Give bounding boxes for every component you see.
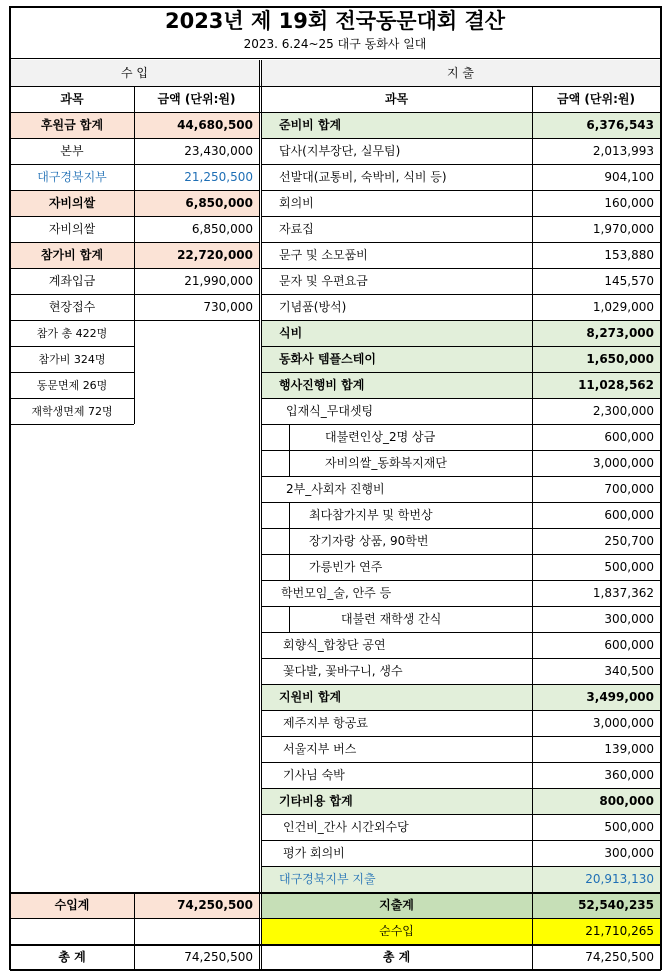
- net-income-label: 순수입: [261, 918, 532, 944]
- expense-total-label: 지출계: [261, 892, 532, 918]
- expense-item-amount: 3,000,000: [592, 716, 654, 730]
- expense-item-label: 기타비용 합계: [261, 788, 532, 814]
- expense-item-amount: 145,570: [604, 274, 654, 288]
- expense-item-amount: 1,837,362: [592, 586, 654, 600]
- expense-item-label: 동화사 템플스테이: [261, 346, 532, 372]
- net-income-amount: 21,710,265: [532, 918, 660, 944]
- expense-item-amount: 500,000: [604, 560, 654, 574]
- expense-item-amount: 3,000,000: [592, 456, 654, 470]
- page-subtitle: 2023. 6.24~25 대구 동화사 일대: [243, 37, 427, 51]
- income-item-amount: 730,000: [203, 300, 253, 314]
- expense-item-label: 가릉빈가 연주: [309, 560, 383, 574]
- expense-item-amount: 904,100: [604, 170, 654, 184]
- income-total-amount: 74,250,500: [134, 892, 259, 918]
- expense-item-label: 꽃다발, 꽃바구니, 생수: [283, 664, 403, 678]
- income-section-header: 수 입: [10, 60, 259, 86]
- participant-note: 참가 총 422명: [36, 326, 108, 340]
- income-item-amount: 6,850,000: [134, 190, 259, 216]
- expense-item-label: 회의비: [279, 196, 314, 210]
- expense-item-amount: 1,029,000: [592, 300, 654, 314]
- expense-item-amount: 340,500: [604, 664, 654, 678]
- expense-item-label: 장기자랑 상품, 90학번: [309, 534, 429, 548]
- income-total-label: 수입계: [10, 892, 134, 918]
- expense-item-amount: 1,650,000: [532, 346, 660, 372]
- income-item-label: 참가비 합계: [10, 242, 134, 268]
- participant-note: 동문면제 26명: [36, 378, 108, 392]
- income-item-amount: 23,430,000: [184, 144, 253, 158]
- expense-item-amount: 20,913,130: [532, 866, 660, 892]
- income-col-item: 과목: [60, 92, 84, 106]
- page-title: 2023년 제 19회 전국동문대회 결산: [164, 8, 506, 33]
- expense-item-label: 서울지부 버스: [283, 742, 357, 756]
- expense-item-label: 식비: [261, 320, 532, 346]
- expense-item-amount: 3,499,000: [532, 684, 660, 710]
- expense-item-amount: 153,880: [604, 248, 654, 262]
- income-item-amount: 21,990,000: [184, 274, 253, 288]
- expense-item-amount: 600,000: [604, 638, 654, 652]
- expense-item-amount: 800,000: [532, 788, 660, 814]
- expense-item-amount: 300,000: [604, 846, 654, 860]
- income-item-label: 대구경북지부: [37, 170, 107, 184]
- expense-item-label: 행사진행비 합계: [261, 372, 532, 398]
- expense-item-amount: 160,000: [604, 196, 654, 210]
- income-item-amount: 22,720,000: [134, 242, 259, 268]
- expense-item-label: 평가 회의비: [283, 846, 345, 860]
- expense-item-amount: 600,000: [604, 430, 654, 444]
- grand-total-amount-right: 74,250,500: [585, 950, 654, 964]
- grand-total-label-right: 총 계: [382, 950, 411, 964]
- expense-col-amount: 금액 (단위:원): [557, 92, 635, 106]
- expense-item-amount: 250,700: [604, 534, 654, 548]
- expense-item-label: 2부_사회자 진행비: [286, 482, 385, 496]
- expense-item-label: 대구경북지부 지출: [261, 866, 532, 892]
- participant-note: 재학생면제 72명: [31, 404, 113, 418]
- expense-item-label: 제주지부 항공료: [283, 716, 368, 730]
- expense-item-label: 자료집: [279, 222, 314, 236]
- income-item-label: 현장접수: [48, 300, 96, 314]
- expense-section-header: 지 출: [261, 60, 660, 86]
- expense-item-amount: 300,000: [604, 612, 654, 626]
- expense-item-amount: 11,028,562: [532, 372, 660, 398]
- expense-item-amount: 2,300,000: [592, 404, 654, 418]
- income-col-amount: 금액 (단위:원): [157, 92, 236, 106]
- expense-item-amount: 700,000: [604, 482, 654, 496]
- expense-item-label: 대불련 재학생 간식: [341, 612, 442, 626]
- expense-item-label: 학번모임_술, 안주 등: [281, 586, 392, 600]
- expense-item-label: 대불련인상_2명 상금: [325, 430, 436, 444]
- income-item-amount: 6,850,000: [191, 222, 253, 236]
- income-item-label: 본부: [60, 144, 84, 158]
- grand-total-label-left: 총 계: [58, 950, 86, 964]
- expense-item-label: 문구 및 소모품비: [279, 248, 368, 262]
- expense-item-label: 문자 및 우편요금: [279, 274, 368, 288]
- expense-total-amount: 52,540,235: [532, 892, 660, 918]
- expense-item-label: 준비비 합계: [261, 112, 532, 138]
- grand-total-amount-left: 74,250,500: [184, 950, 253, 964]
- expense-item-amount: 600,000: [604, 508, 654, 522]
- expense-item-label: 자비의쌀_동화복지재단: [325, 456, 447, 470]
- income-item-label: 자비의쌀: [48, 222, 96, 236]
- expense-item-label: 지원비 합계: [261, 684, 532, 710]
- income-item-amount: 44,680,500: [134, 112, 259, 138]
- expense-item-amount: 139,000: [604, 742, 654, 756]
- expense-item-amount: 2,013,993: [592, 144, 654, 158]
- expense-item-label: 입재식_무대셋팅: [286, 404, 374, 418]
- income-item-label: 후원금 합계: [10, 112, 134, 138]
- expense-item-label: 기사님 숙박: [283, 768, 345, 782]
- expense-item-label: 인건비_간사 시간외수당: [283, 820, 409, 834]
- expense-item-amount: 6,376,543: [532, 112, 660, 138]
- expense-item-label: 기념품(방석): [279, 300, 347, 314]
- expense-item-amount: 500,000: [604, 820, 654, 834]
- expense-item-amount: 360,000: [604, 768, 654, 782]
- expense-item-label: 선발대(교통비, 숙박비, 식비 등): [279, 170, 447, 184]
- participant-note: 참가비 324명: [38, 352, 106, 366]
- expense-item-label: 회향식_합창단 공연: [283, 638, 386, 652]
- expense-col-item: 과목: [384, 92, 409, 106]
- income-item-amount: 21,250,500: [184, 170, 253, 184]
- expense-item-label: 최다참가지부 및 학번상: [309, 508, 433, 522]
- expense-item-amount: 8,273,000: [532, 320, 660, 346]
- expense-item-amount: 1,970,000: [592, 222, 654, 236]
- income-item-label: 자비의쌀: [10, 190, 134, 216]
- income-item-label: 계좌입금: [48, 274, 96, 288]
- expense-item-label: 답사(지부장단, 실무팀): [279, 144, 401, 158]
